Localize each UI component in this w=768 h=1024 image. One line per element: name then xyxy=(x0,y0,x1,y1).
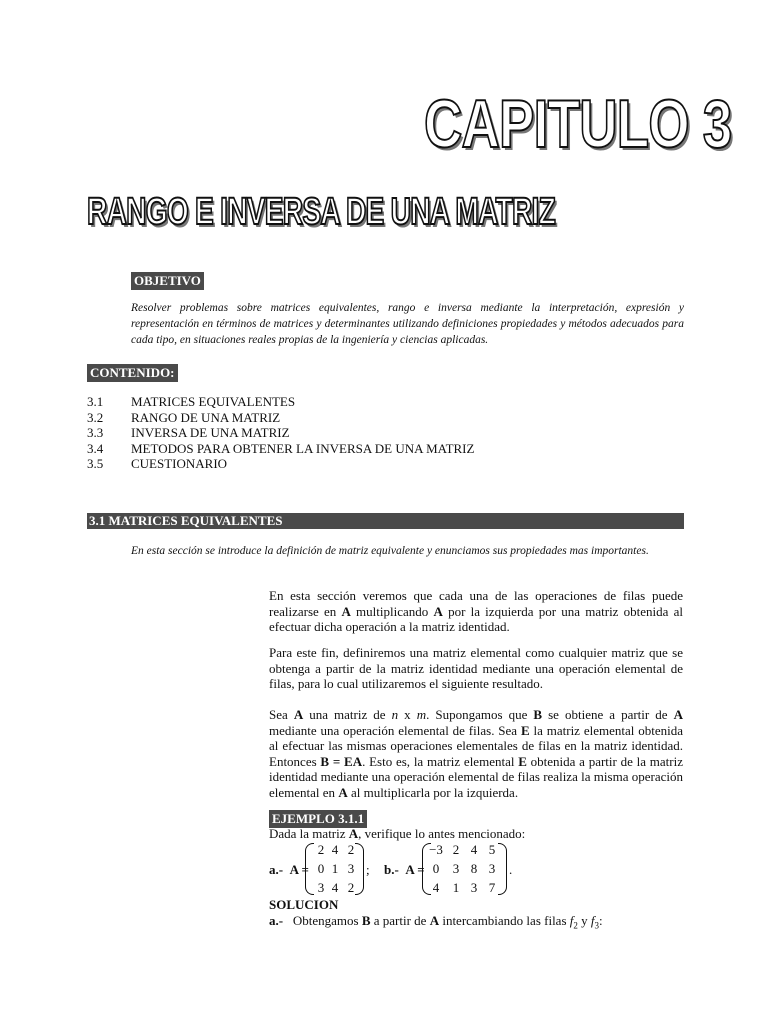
matrix-cell: 2 xyxy=(317,842,325,857)
matrix-cell: 8 xyxy=(470,861,478,876)
matrix-cell: 3 xyxy=(470,880,478,895)
matrix-cell: 2 xyxy=(452,842,460,857)
section-heading-bar: 3.1 MATRICES EQUIVALENTES xyxy=(87,513,684,529)
separator: ; xyxy=(366,862,370,877)
matrix-cell: 7 xyxy=(488,880,496,895)
matrix-b xyxy=(422,842,508,896)
toc-item xyxy=(87,425,474,441)
matrix-cell: 4 xyxy=(331,842,339,857)
solucion-text: a.- Obtengamos B a partir de A intercambiando las filas $f_2$ y $f_3$: xyxy=(269,913,603,931)
matrix-cell: 1 xyxy=(452,880,460,895)
matrix-a xyxy=(305,842,365,896)
section-intro: En esta sección se introduce la definición de matriz equivalente y enunciamos sus propiedades mas importantes. xyxy=(131,545,649,557)
toc-number: 3.3 xyxy=(87,425,104,440)
toc-number: 3.1 xyxy=(87,394,104,409)
matrix-cell: 4 xyxy=(470,842,478,857)
table-of-contents xyxy=(87,394,474,472)
toc-item xyxy=(87,456,474,472)
matrix-cell: 2 xyxy=(347,842,355,857)
matrix-cell: 3 xyxy=(347,861,355,876)
matrix-cell: 5 xyxy=(488,842,496,857)
matrix-cell: 2 xyxy=(347,880,355,895)
matrix-cell: 4 xyxy=(432,880,440,895)
toc-number: 3.4 xyxy=(87,440,104,456)
objetivo-text: Resolver problemas sobre matrices equivalentes, rango e inversa mediante la interpretación, expresión y representación en términos de matrices y determinantes utilizando definiciones propiedades y métodos adecuados para cada tipo, en situaciones reales propias de la ingeniería y ciencias aplicadas. xyxy=(131,302,684,346)
matrix-cell: 3 xyxy=(488,861,496,876)
section-title: RANGO E INVERSA DE UNA MATRIZ xyxy=(87,191,556,233)
chapter-title: CAPITULO 3 xyxy=(424,86,732,162)
toc-number: 3.2 xyxy=(87,409,104,425)
toc-title: MATRICES EQUIVALENTES xyxy=(131,394,296,409)
toc-item xyxy=(87,410,474,426)
example-label: EJEMPLO 3.1.1 xyxy=(269,810,367,828)
toc-item xyxy=(87,394,474,410)
paragraph-2: Para este fin, definiremos una matriz elemental como cualquier matriz que se obtenga a partir de la matriz identidad mediante una operación elemental de filas, para lo cual utilizaremos el siguiente resultado. xyxy=(269,645,683,691)
end-period: . xyxy=(509,862,513,877)
matrix-cell: 0 xyxy=(432,861,440,876)
paragraph-3: Sea A una matriz de n x m. Supongamos que B se obtiene a partir de A mediante una operación elemental de filas. Sea E la matriz elemental obtenida al efectuar las mismas operaciones elementales de filas en la matriz identidad. Entonces B = EA. Esto es, la matriz elemental E obtenida a partir de la matriz identidad mediante una operación elemental de filas realiza la misma operación elemental en A al multiplicarla por la izquierda. xyxy=(269,707,684,800)
toc-title: RANGO DE UNA MATRIZ xyxy=(131,409,281,425)
toc-item xyxy=(87,441,474,457)
toc-title: INVERSA DE UNA MATRIZ xyxy=(131,425,290,440)
contenido-label: CONTENIDO: xyxy=(87,364,178,382)
part-b-label: b.- A = xyxy=(384,862,425,877)
matrix-cell: −3 xyxy=(429,842,443,857)
paragraph-1: En esta sección veremos que cada una de las operaciones de filas puede realizarse en A multiplicando A por la izquierda por una matriz obtenida al efectuar dicha operación a la matriz identidad. xyxy=(269,588,684,634)
toc-number: 3.5 xyxy=(87,456,104,471)
part-a-label: a.- A = xyxy=(269,862,309,877)
matrix-cell: 4 xyxy=(331,880,339,895)
matrix-cell: 3 xyxy=(317,880,325,895)
toc-title: METODOS PARA OBTENER LA INVERSA DE UNA MATRIZ xyxy=(131,440,475,456)
objetivo-label: OBJETIVO xyxy=(131,272,204,290)
matrix-cell: 0 xyxy=(317,861,325,876)
matrix-cell: 1 xyxy=(331,861,339,876)
matrix-cell: 3 xyxy=(452,861,460,876)
toc-title: CUESTIONARIO xyxy=(131,456,228,471)
example-prompt: Dada la matriz A, verifique lo antes mencionado: xyxy=(269,826,526,841)
solucion-heading: SOLUCION xyxy=(269,897,339,912)
